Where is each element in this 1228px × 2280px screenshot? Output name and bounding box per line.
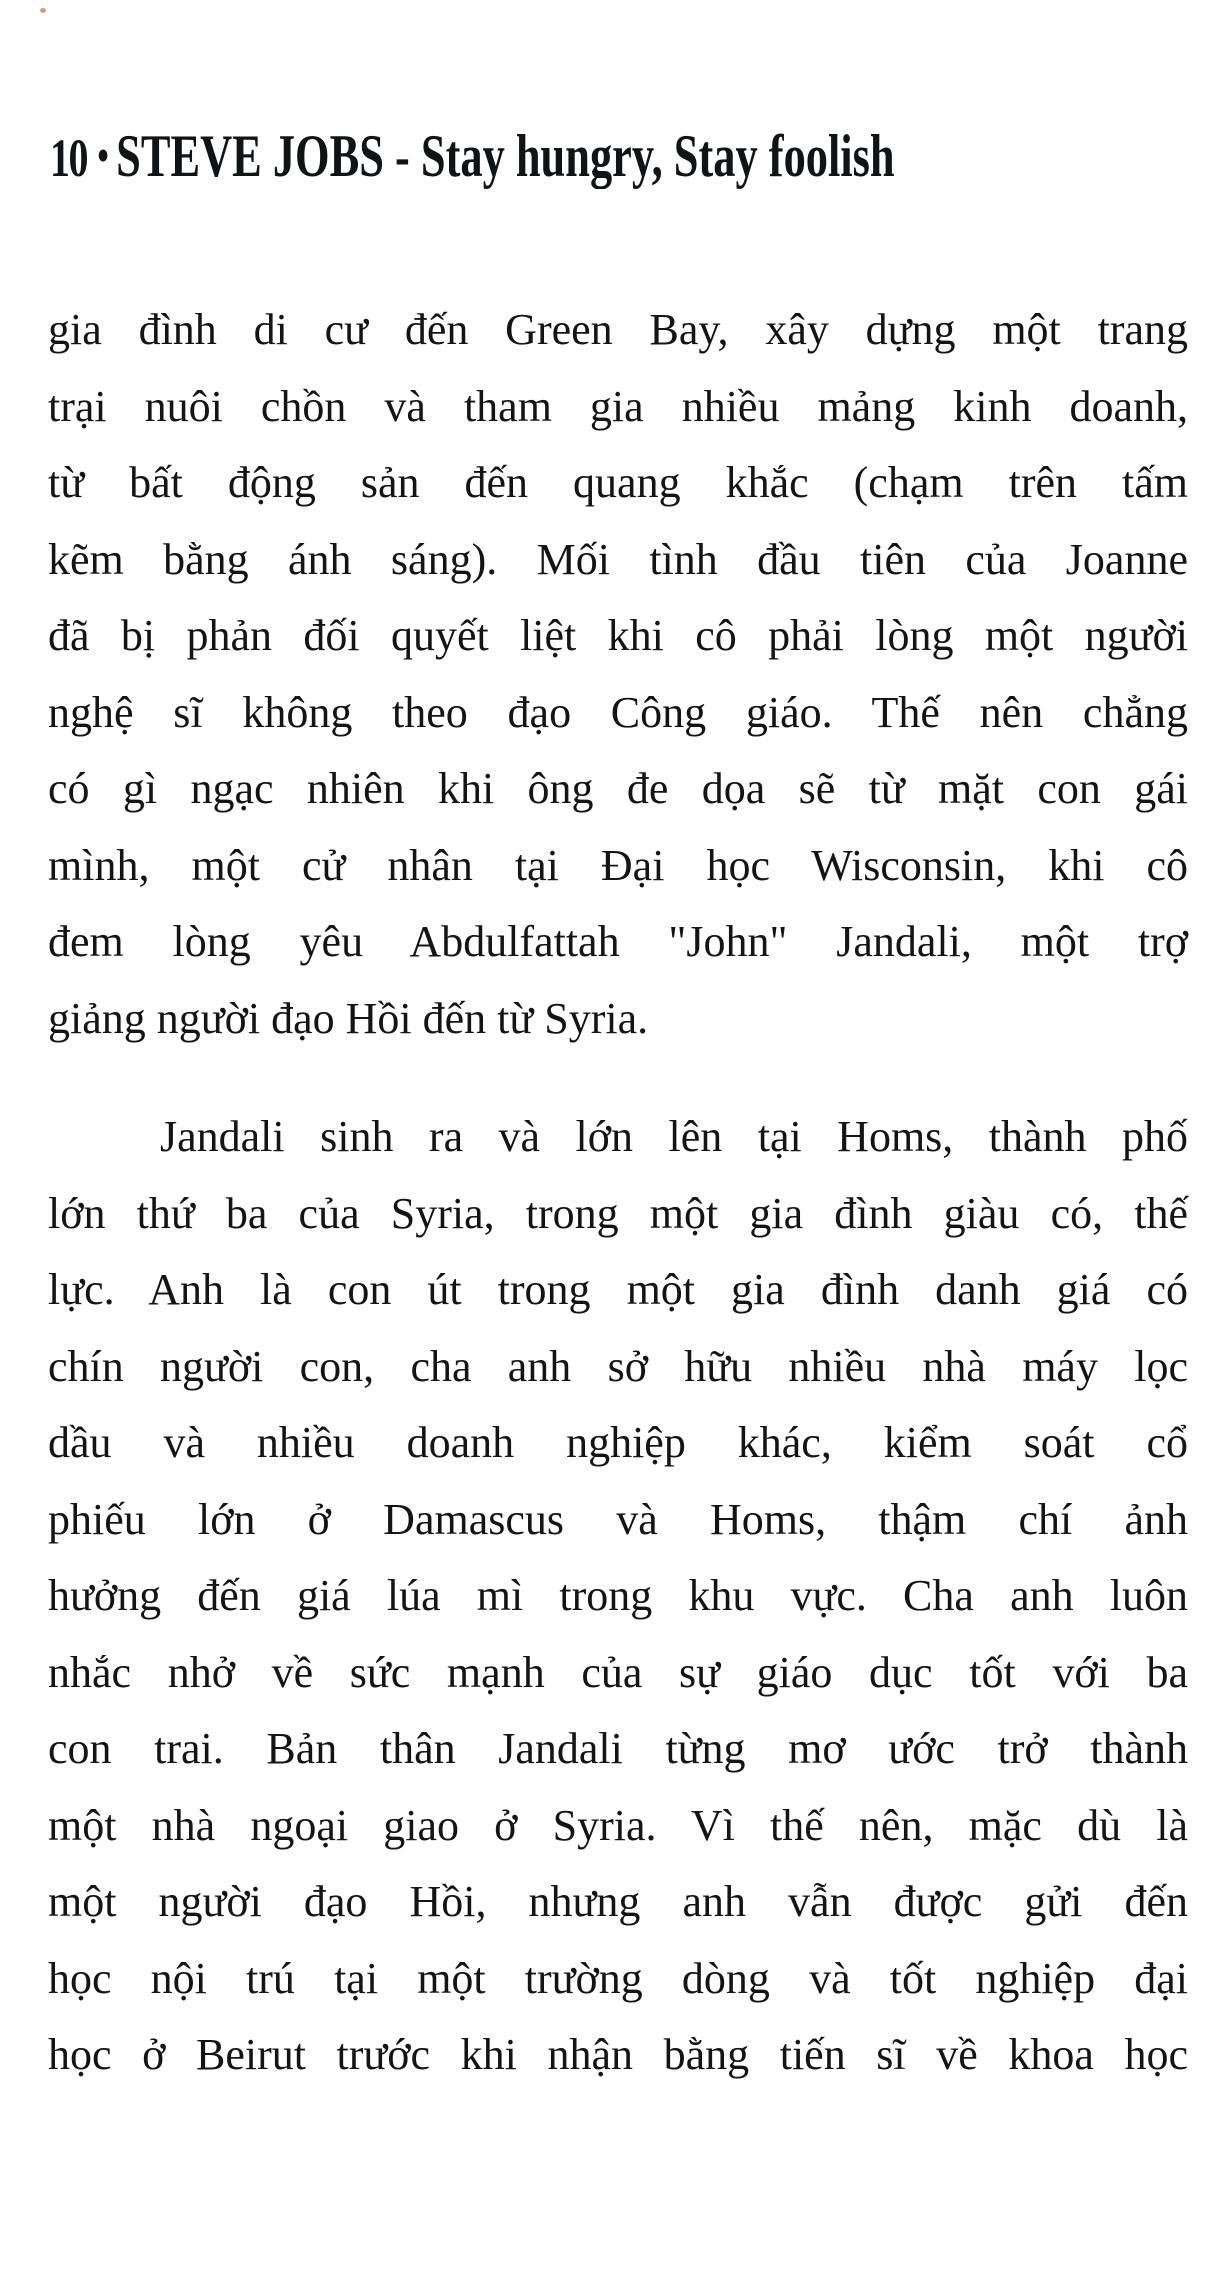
text-line: con trai. Bản thân Jandali từng mơ ước trở thành [48,1724,1188,1773]
text-line: Jandali sinh ra và lớn lên tại Homs, thành phố [160,1112,1188,1161]
text-line: một nhà ngoại giao ở Syria. Vì thế nên, mặc dù là [48,1800,1188,1850]
text-line: phiếu lớn ở Damascus và Homs, thậm chí ảnh [48,1494,1188,1544]
text-line: nhắc nhở về sức mạnh của sự giáo dục tốt với ba [48,1647,1188,1697]
text-line: đem lòng yêu Abdulfattah "John" Jandali, một trợ [48,917,1188,966]
paragraph [48,1099,1188,2094]
text-line: từ bất động sản đến quang khắc (chạm trên tấm [48,458,1188,507]
page-number: 10 [50,128,87,188]
paragraph [48,292,1188,1057]
text-line: giảng người đạo Hồi đến từ Syria. [48,993,649,1043]
text-line: học ở Beirut trước khi nhận bằng tiến sĩ về khoa học [48,2030,1188,2079]
text-line: dầu và nhiều doanh nghiệp khác, kiểm soát cổ [48,1418,1188,1467]
text-line: có gì ngạc nhiên khi ông đe dọa sẽ từ mặt con gái [48,764,1188,813]
text-line: một người đạo Hồi, nhưng anh vẫn được gửi đến [48,1877,1188,1926]
scan-noise-speckle [40,8,46,13]
text-line: hưởng đến giá lúa mì trong khu vực. Cha anh luôn [48,1571,1188,1620]
text-line: đã bị phản đối quyết liệt khi cô phải lòng một người [48,611,1188,660]
text-line: học nội trú tại một trường dòng và tốt nghiệp đại [48,1953,1188,2003]
page-header-text [50,122,895,191]
text-line: nghệ sĩ không theo đạo Công giáo. Thế nên chẳng [48,687,1188,737]
body-text [48,292,1188,2094]
text-line: lớn thứ ba của Syria, trong một gia đình giàu có, thế [48,1188,1188,1238]
text-line: chín người con, cha anh sở hữu nhiều nhà máy lọc [48,1341,1188,1391]
book-subtitle: Stay hungry, Stay foolish [420,123,895,189]
text-line: gia đình di cư đến Green Bay, xây dựng một trang [48,305,1188,354]
text-line: trại nuôi chồn và tham gia nhiều mảng kinh doanh, [48,381,1188,431]
text-line: lực. Anh là con út trong một gia đình danh giá có [48,1265,1188,1314]
header-bullet-icon: • [97,131,109,180]
text-line: kẽm bằng ánh sáng). Mối tình đầu tiên của Joanne [48,534,1188,584]
page-header [50,122,1191,189]
text-line: mình, một cử nhân tại Đại học Wisconsin, khi cô [48,840,1188,890]
book-title: STEVE JOBS - [116,123,421,189]
